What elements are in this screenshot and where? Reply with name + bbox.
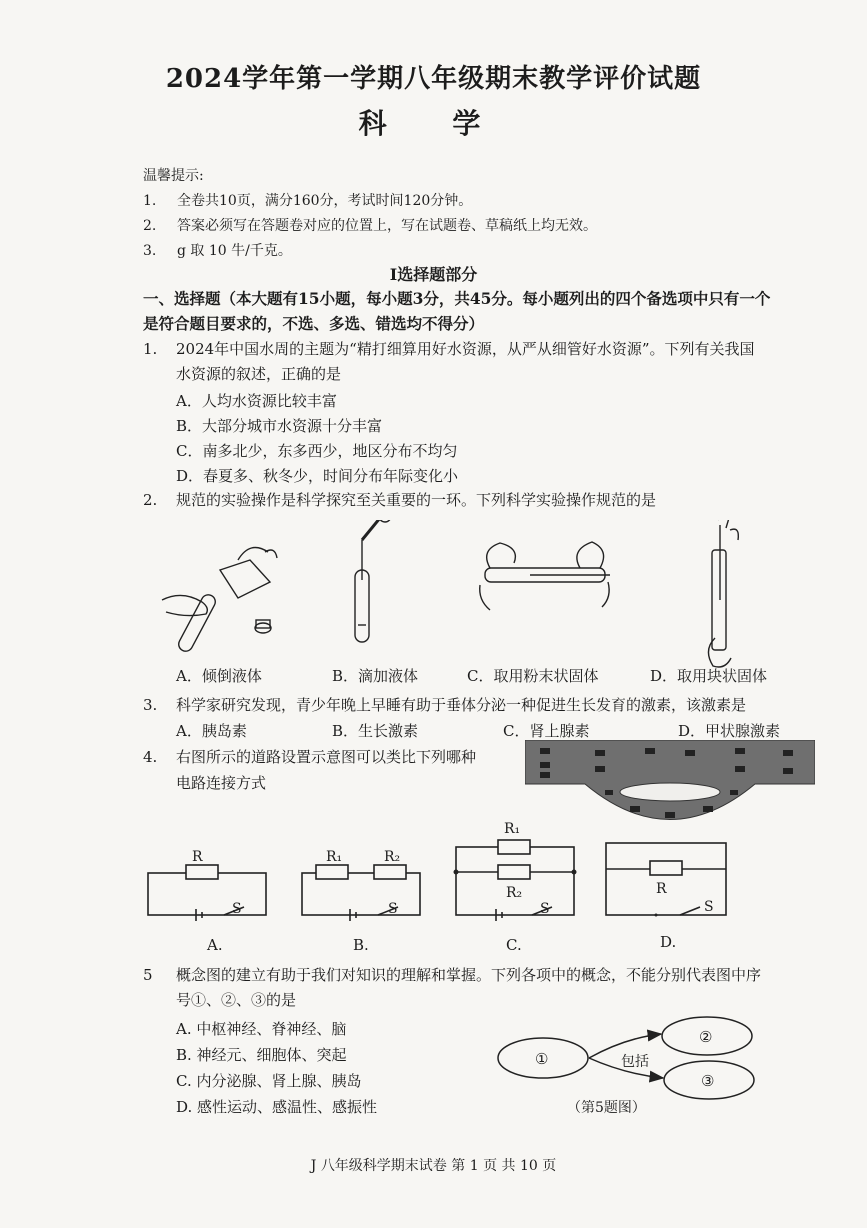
circuit-options-figure: [140, 815, 740, 930]
svg-text:③: ③: [701, 1072, 715, 1090]
tips-label: 温馨提示:: [143, 168, 204, 184]
powder-spatula-icon: [480, 542, 610, 610]
resistor-label: R₁: [326, 849, 343, 865]
q4-option-a: A.: [207, 936, 223, 954]
question-1: 1. 2024年中国水周的主题为“精打细算用好水资源，从严从细管好水资源”。下列有关我国: [143, 340, 755, 358]
lab-operations-figure: [140, 520, 840, 670]
q2-option-d: D．取用块状固体: [650, 667, 768, 685]
switch-label: S: [388, 901, 398, 917]
resistor-label: R₂: [384, 849, 401, 865]
q4-option-d: D.: [660, 933, 677, 951]
q2-option-b: B．滴加液体: [332, 667, 419, 685]
resistor-label: R₂: [506, 885, 523, 901]
question-3: 3. 科学家研究发现，青少年晚上早睡有助于垂体分泌一种促进生长发育的激素，该激素是: [143, 696, 747, 714]
subject-title: 科 学: [358, 107, 509, 140]
svg-text:（第5题图）: （第5题图）: [567, 1100, 646, 1116]
q3-option-d: D．甲状腺激素: [678, 722, 781, 740]
section-title: Ⅰ选择题部分: [389, 265, 478, 284]
q5-option-d: D. 感性运动、感温性、感振性: [176, 1098, 378, 1116]
q1-option-d: D．春夏多、秋冬少，时间分布年际变化小: [176, 467, 459, 485]
question-5: 5 概念图的建立有助于我们对知识的理解和掌握。下列各项中的概念，不能分别代表图中序: [143, 966, 762, 984]
question-4-cont: 电路连接方式: [176, 774, 267, 792]
q3-option-a: A．胰岛素: [176, 722, 247, 740]
svg-text:②: ②: [699, 1028, 713, 1046]
q4-option-c: C.: [506, 936, 522, 954]
q5-option-a: A. 中枢神经、脊神经、脑: [176, 1020, 347, 1038]
block-solid-icon: [708, 520, 738, 667]
svg-text:包括: 包括: [621, 1054, 649, 1070]
dropper-icon: [355, 520, 391, 642]
switch-label: S: [704, 899, 714, 915]
q5-option-c: C. 内分泌腺、肾上腺、胰岛: [176, 1072, 362, 1090]
switch-label: S: [232, 901, 242, 917]
question-2: 2. 规范的实验操作是科学探究至关重要的一环。下列科学实验操作规范的是: [143, 491, 657, 509]
switch-label: S: [540, 901, 550, 917]
svg-text:①: ①: [535, 1050, 549, 1068]
tip-item: 2. 答案必须写在答题卷对应的位置上，写在试题卷、草稿纸上均无效。: [143, 218, 597, 234]
q5-option-b: B. 神经元、细胞体、突起: [176, 1046, 347, 1064]
resistor-label: R: [192, 849, 203, 865]
page-title: 2024学年第一学期八年级期末教学评价试题: [165, 64, 702, 94]
page-footer: J 八年级科学期末试卷 第 1 页 共 10 页: [310, 1158, 557, 1174]
q1-option-a: A．人均水资源比较丰富: [176, 392, 337, 410]
q4-option-b: B.: [353, 936, 369, 954]
q3-option-b: B．生长激素: [332, 722, 419, 740]
part-heading: 一、选择题（本大题有15小题，每小题3分，共45分。每小题列出的四个备选项中只有一个 是符合题目要求的，不选、多选、错选均不得分）: [143, 289, 771, 333]
resistor-label: R: [656, 881, 667, 897]
tip-item: 1. 全卷共10页，满分160分，考试时间120分钟。: [143, 193, 473, 209]
question-5-cont: 号①、②、③的是: [176, 991, 297, 1009]
question-1-cont: 水资源的叙述，正确的是: [176, 365, 342, 383]
q2-option-c: C．取用粉末状固体: [467, 667, 599, 685]
tip-item: 3. g 取 10 牛/千克。: [143, 243, 292, 259]
pouring-liquid-icon: [162, 548, 277, 654]
question-4: 4. 右图所示的道路设置示意图可以类比下列哪种: [143, 748, 477, 766]
resistor-label: R₁: [504, 821, 521, 837]
concept-map-diagram: [495, 1008, 765, 1123]
q2-option-a: A．倾倒液体: [176, 667, 262, 685]
q1-option-b: B．大部分城市水资源十分丰富: [176, 417, 383, 435]
q3-option-c: C．肾上腺素: [503, 722, 590, 740]
q1-option-c: C．南多北少，东多西少，地区分布不均匀: [176, 442, 458, 460]
